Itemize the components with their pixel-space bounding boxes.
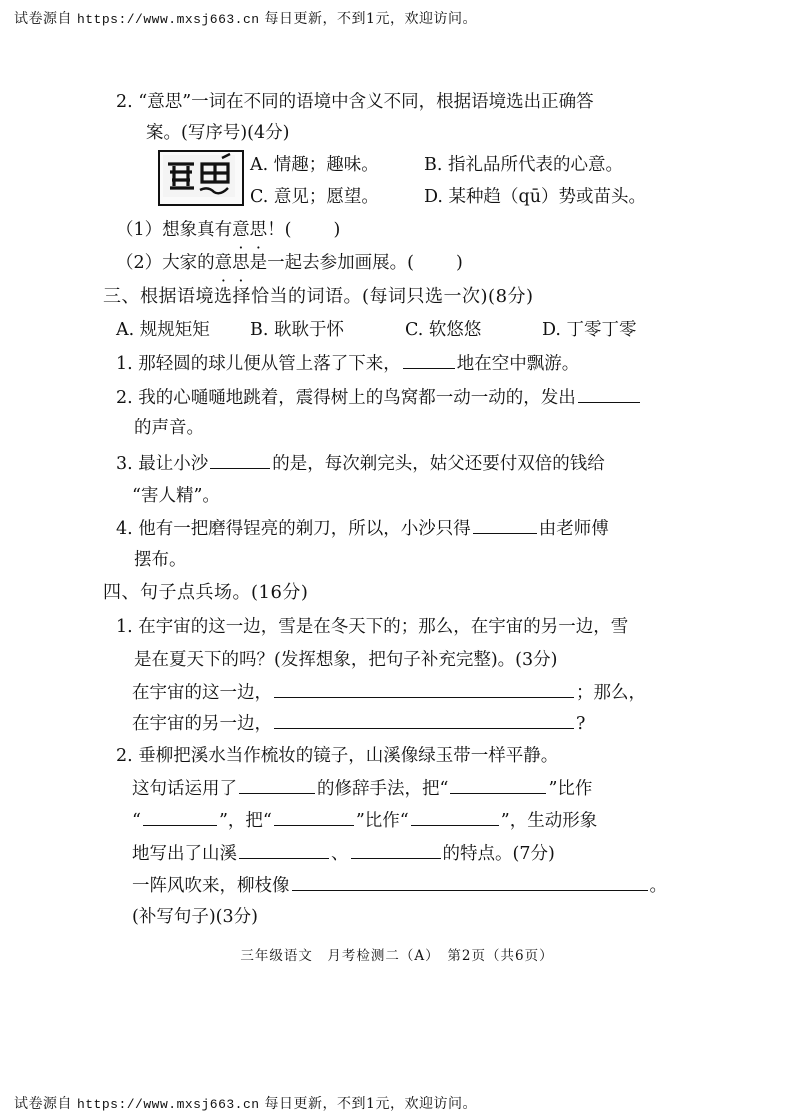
- banner-site-name-bottom: 试卷源自: [14, 1096, 72, 1112]
- q2-sub1-prefix: （1）想象真有: [116, 220, 233, 240]
- q2-option-a: A. 情趣；趣味。: [250, 155, 379, 175]
- section4-q2-d1: 一阵风吹来，柳枝像: [132, 876, 290, 896]
- section3-q3: [116, 451, 605, 476]
- q2-sub1-word-char2: 思: [249, 220, 268, 240]
- section4-q2-subject1-blank[interactable]: [450, 776, 546, 794]
- section4-q2-b1: “: [132, 811, 141, 831]
- section4-q2-object1-blank[interactable]: [143, 808, 217, 826]
- section3-q3-line2: “害人精”。: [132, 486, 220, 506]
- section4-q2-row-a: [132, 776, 592, 801]
- section3-q4: [116, 516, 609, 541]
- q2-stem-line2: 案。(写序号)(4分): [146, 123, 290, 143]
- q2-sub2-prefix: （2）大家的: [116, 253, 215, 273]
- banner-slogan-bottom: 每日更新，不到1元，欢迎访问。: [264, 1096, 477, 1112]
- section4-q2-sentence-blank[interactable]: [292, 873, 648, 891]
- banner-url: https://www.mxsj663.cn: [76, 12, 260, 27]
- section4-q1-line2: 是在夏天下的吗？(发挥想象，把句子补充完整)。(3分): [134, 650, 558, 670]
- section3-q2-before: 2. 我的心嗵嗵地跳着，震得树上的鸟窝都一动一动的，发出: [116, 388, 576, 408]
- section3-q3-blank[interactable]: [210, 451, 270, 469]
- top-source-banner: [14, 8, 477, 28]
- q2-sub2-suffix: 是一起去参加画展。(: [249, 253, 414, 273]
- q2-option-c: C. 意见；愿望。: [250, 187, 379, 207]
- section4-q2-row-c: [132, 841, 555, 866]
- q2-sub2-word-char1: 意: [214, 253, 233, 273]
- section3-q3-after: 的是，每次剃完头，姑父还要付双倍的钱给: [272, 454, 605, 474]
- section3-choice-a: A. 规规矩矩: [116, 320, 210, 340]
- section4-q1-fill2: [132, 711, 585, 736]
- q2-stem-line1: 2. “意思”一词在不同的语境中含义不同，根据语境选出正确答: [116, 92, 594, 112]
- q2-option-b: B. 指礼品所代表的心意。: [424, 155, 623, 175]
- section4-q1-fill1-before: 在宇宙的这一边，: [132, 683, 272, 703]
- section4-q2-row-b: [132, 808, 597, 833]
- section4-q2-b4: ”，生动形象: [500, 811, 598, 831]
- section4-q1-fill2-before: 在宇宙的另一边，: [132, 714, 272, 734]
- q2-sub2-word-char2: 思: [232, 253, 250, 273]
- section3-choice-b: B. 耿耿于怀: [250, 320, 344, 340]
- q2-sub2-close: ): [455, 253, 463, 273]
- section3-q1-blank[interactable]: [403, 351, 455, 369]
- q2-option-d: D. 某种趋（qū）势或苗头。: [424, 187, 647, 207]
- section3-q1-before: 1. 那轻圆的球儿便从管上落了下来，: [116, 354, 401, 374]
- q2-sub2: [116, 251, 463, 275]
- section3-choice-c: C. 软悠悠: [405, 320, 482, 340]
- section3-q2-blank[interactable]: [578, 385, 640, 403]
- section3-q1-after: 地在空中飘游。: [456, 354, 580, 374]
- section3-title: 三、根据语境选择恰当的词语。(每词只选一次)(8分): [103, 286, 534, 307]
- section3-q3-before: 3. 最让小沙: [116, 454, 209, 474]
- section4-q2-object2-blank[interactable]: [411, 808, 499, 826]
- section4-q2-rhetoric-blank[interactable]: [239, 776, 315, 794]
- section4-q1-fill1-blank[interactable]: [274, 680, 574, 698]
- section4-q1-fill2-after: ?: [576, 714, 586, 734]
- banner-site-name: 试卷源自: [14, 11, 72, 27]
- section3-q4-blank[interactable]: [473, 516, 537, 534]
- section4-q2-c2: 、: [331, 844, 349, 864]
- section4-q2-subject2-blank[interactable]: [274, 808, 354, 826]
- section4-q2-d2: 。: [649, 876, 667, 896]
- section4-title: 四、句子点兵场。(16分): [103, 582, 309, 603]
- section4-q2-b2: ”，把“: [218, 811, 272, 831]
- section4-q1-fill1-after: ；那么，: [576, 683, 646, 703]
- yisi-stamp-image: [158, 150, 244, 206]
- section3-q4-line2: 摆布。: [134, 550, 187, 570]
- section4-q1-fill1: [132, 680, 646, 705]
- section3-q1: [116, 351, 579, 376]
- q2-sub1: [116, 218, 340, 242]
- bottom-source-banner: [14, 1093, 477, 1113]
- section3-q4-after: 由老师傅: [538, 519, 609, 539]
- section3-choice-d: D. 丁零丁零: [542, 320, 637, 340]
- yisi-calligraphy-icon: [160, 152, 238, 200]
- section4-q2-c3: 的特点。(7分): [442, 844, 555, 864]
- section4-q2-a3: ”比作: [548, 779, 593, 799]
- section4-q2-a2: 的修辞手法，把“: [317, 779, 449, 799]
- q2-sub1-suffix: ！(: [267, 220, 292, 240]
- banner-url-bottom: https://www.mxsj663.cn: [76, 1097, 260, 1112]
- section4-q2-c1: 地写出了山溪: [132, 844, 237, 864]
- section4-q2-row-d: [132, 873, 667, 898]
- q2-sub1-word-char1: 意: [232, 220, 250, 240]
- q2-sub1-close: ): [333, 220, 341, 240]
- section4-q2-trait2-blank[interactable]: [351, 841, 441, 859]
- section4-q2-a1: 这句话运用了: [132, 779, 237, 799]
- section3-q2-line2: 的声音。: [134, 418, 204, 438]
- section4-q1-line1: 1. 在宇宙的这一边，雪是在冬天下的；那么，在宇宙的另一边，雪: [116, 617, 629, 637]
- section4-q2-b3: ”比作“: [355, 811, 409, 831]
- section3-q4-before: 4. 他有一把磨得锃亮的剃刀，所以，小沙只得: [116, 519, 471, 539]
- page-footer: 三年级语文 月考检测二（A） 第2页（共6页）: [240, 948, 554, 964]
- banner-slogan: 每日更新，不到1元，欢迎访问。: [264, 11, 477, 27]
- section3-q2: [116, 385, 642, 410]
- section4-q2-row-e: (补写句子)(3分): [132, 907, 258, 927]
- section4-q2-line1: 2. 垂柳把溪水当作梳妆的镜子，山溪像绿玉带一样平静。: [116, 746, 559, 766]
- section4-q2-trait1-blank[interactable]: [239, 841, 329, 859]
- section4-q1-fill2-blank[interactable]: [274, 711, 574, 729]
